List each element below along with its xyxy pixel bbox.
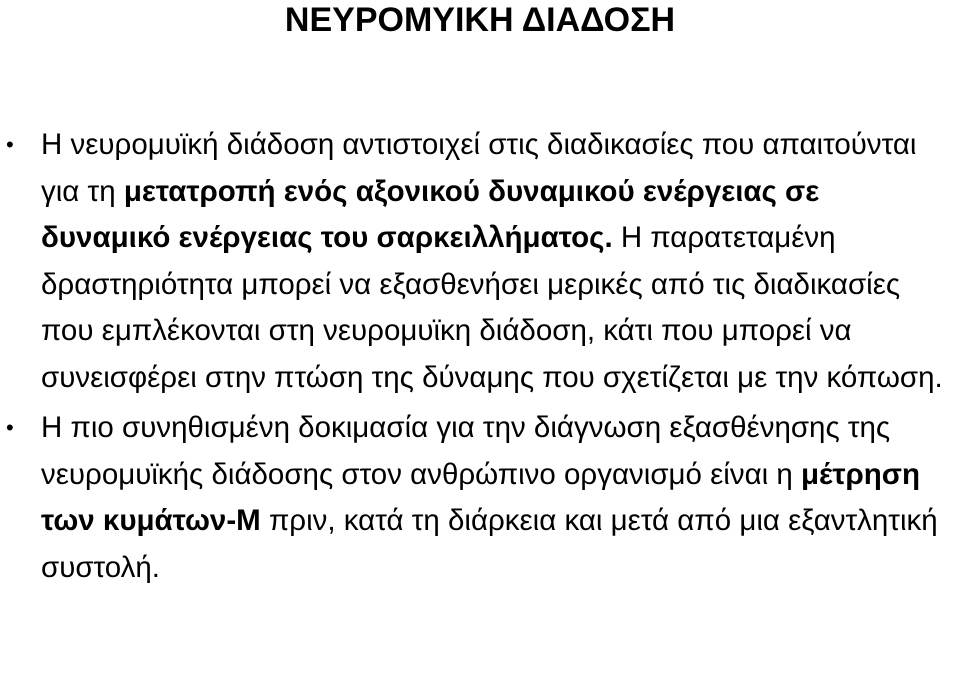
- bullet-text-after: πριν, κατά τη διάρκεια και μετά από μια εξαντλητική συστολή.: [41, 504, 938, 584]
- bullet-item-neuromuscular-transmission: [0, 122, 960, 401]
- bullet-text-before: Η νευρομυϊκή διάδοση αντιστοιχεί στις διαδικασίες που απαιτούνται για τη: [41, 128, 917, 208]
- bullet-dot-icon: •: [6, 415, 14, 440]
- bullet-text-after: Η παρατεταμένη δραστηριότητα μπορεί να εξασθενήσει μερικές από τις διαδικασίες που εμπλέκονται στη νευρομυϊκη διάδοση, κάτι που μπορεί να συνεισφέρει στην πτώση της δύναμης που σχετίζεται με την κόπωση.: [41, 221, 943, 394]
- bullet-text-bold: μετατροπή ενός αξονικού δυναμικού ενέργειας σε δυναμικό ενέργειας του σαρκειλλήματος.: [41, 174, 820, 254]
- bullet-text-bold: μέτρηση των κυμάτων-Μ: [41, 457, 920, 537]
- bullet-text-before: Η πιο συνηθισμένη δοκιμασία για την διάγνωση εξασθένησης της νευρομυϊκής διάδοσης στον ανθρώπινο οργανισμό είναι η: [41, 411, 891, 491]
- bullet-dot-icon: •: [6, 132, 14, 157]
- bullet-list: [0, 122, 960, 591]
- slide-title: ΝΕΥΡΟΜΥΙΚΗ ΔΙΑΔΟΣΗ: [284, 1, 676, 39]
- bullet-item-m-wave-test: [0, 405, 960, 591]
